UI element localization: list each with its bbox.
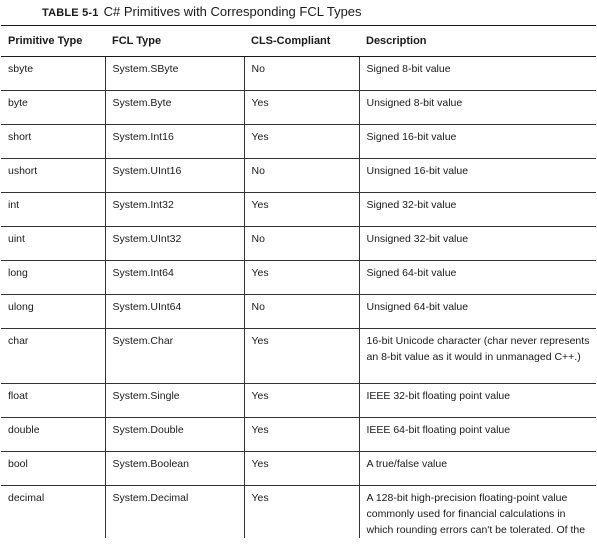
cell-primitive-type: bool [1,452,105,486]
cell-description: 16-bit Unicode character (char never represents an 8-bit value as it would in unmanaged C++.) [359,329,596,384]
cell-fcl-type: System.Char [105,329,244,384]
cell-fcl-type: System.Int32 [105,193,244,227]
cell-description: A true/false value [359,452,596,486]
table-row [1,91,596,125]
table-row [1,227,596,261]
table-number: TABLE 5-1 [42,7,99,19]
cell-fcl-type: System.UInt16 [105,159,244,193]
table-row [1,159,596,193]
cell-description: Unsigned 64-bit value [359,295,596,329]
cell-cls-compliant: Yes [244,91,359,125]
primitives-table [1,25,596,538]
table-row [1,452,596,486]
cell-primitive-type: long [1,261,105,295]
cell-fcl-type: System.UInt32 [105,227,244,261]
cell-primitive-type: ushort [1,159,105,193]
cell-fcl-type: System.UInt64 [105,295,244,329]
cell-fcl-type: System.Int16 [105,125,244,159]
header-description: Description [359,26,596,57]
cell-description: Signed 32-bit value [359,193,596,227]
cell-primitive-type: byte [1,91,105,125]
cell-cls-compliant: Yes [244,329,359,384]
cell-fcl-type: System.Int64 [105,261,244,295]
cell-description: IEEE 64-bit floating point value [359,418,596,452]
table-row [1,486,596,539]
cell-description: IEEE 32-bit floating point value [359,384,596,418]
cell-primitive-type: short [1,125,105,159]
cell-primitive-type: ulong [1,295,105,329]
cell-cls-compliant: Yes [244,384,359,418]
cell-primitive-type: int [1,193,105,227]
cell-fcl-type: System.SByte [105,57,244,91]
table-row [1,261,596,295]
cell-cls-compliant: No [244,57,359,91]
cell-fcl-type: System.Single [105,384,244,418]
table-row [1,384,596,418]
cell-cls-compliant: Yes [244,418,359,452]
header-primitive-type: Primitive Type [1,26,105,57]
table-caption [42,3,362,22]
cell-primitive-type: decimal [8,492,45,504]
cell-fcl-type: System.Boolean [105,452,244,486]
table-row [1,329,596,384]
cell-cls-compliant: Yes [244,452,359,486]
cell-cls-compliant: No [244,159,359,193]
cell-cls-compliant: No [244,295,359,329]
cell-cls-compliant: Yes [244,261,359,295]
cell-description: Unsigned 32-bit value [359,227,596,261]
cell-cls-compliant: No [244,227,359,261]
cell-description: Unsigned 8-bit value [359,91,596,125]
header-fcl-type: FCL Type [105,26,244,57]
cell-description: Signed 16-bit value [359,125,596,159]
cell-primitive-type: float [1,384,105,418]
cell-primitive-type: sbyte [1,57,105,91]
header-cls-compliant: CLS-Compliant [244,26,359,57]
table-row [1,295,596,329]
cell-cls-compliant: Yes [244,486,359,539]
cell-fcl-type: System.Double [105,418,244,452]
cell-description: Signed 64-bit value [359,261,596,295]
cell-primitive-type: uint [1,227,105,261]
table-row [1,57,596,91]
cell-primitive-type: double [1,418,105,452]
header-row [1,26,596,57]
cell-description: Unsigned 16-bit value [359,159,596,193]
cell-description: Signed 8-bit value [359,57,596,91]
cell-cls-compliant: Yes [244,193,359,227]
cell-cls-compliant: Yes [244,125,359,159]
table-row [1,193,596,227]
cell-fcl-type: System.Decimal [105,486,244,539]
table-row [1,418,596,452]
cell-primitive-type: char [1,329,105,384]
table-title: C# Primitives with Corresponding FCL Types [103,4,362,19]
cell-fcl-type: System.Byte [105,91,244,125]
cell-description: A 128-bit high-precision floating-point value commonly used for financial calculations in which rounding errors can't be tolerated. Of the [359,486,596,539]
table-row [1,125,596,159]
